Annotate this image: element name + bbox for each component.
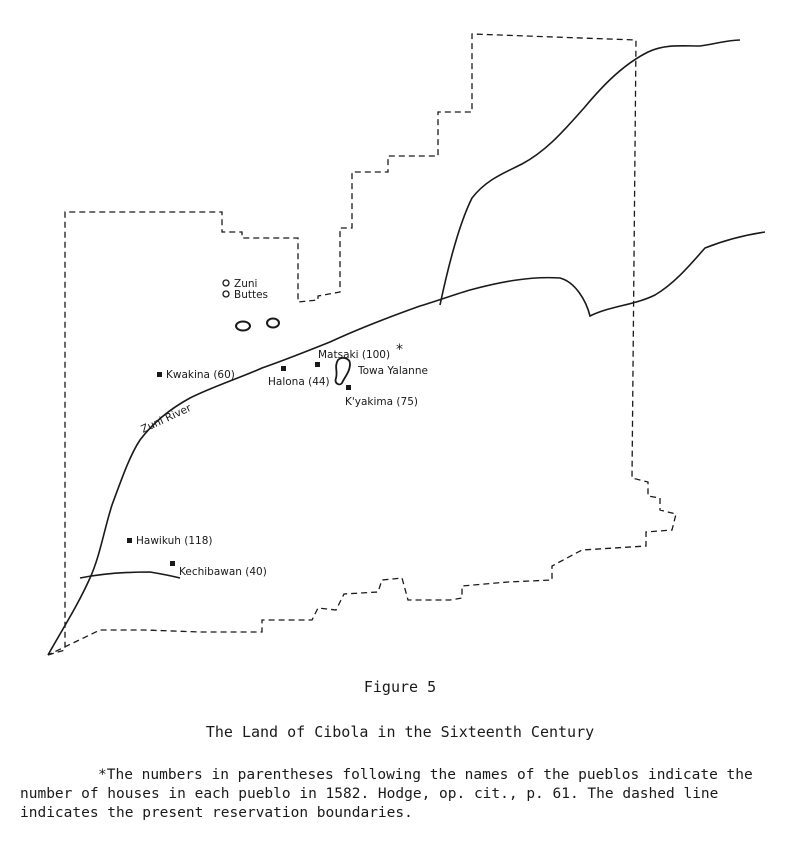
butte-oval-2 <box>267 319 279 328</box>
pueblo-marker-hawikuh <box>127 538 132 543</box>
footnote: *The numbers in parentheses following the names of the pueblos indicate the number of houses in each pueblo in 1582. Hodge, op. cit., p. 61. The dashed line indicates the present reservation boundaries. <box>20 767 753 821</box>
label-zuni: Zuni <box>234 278 258 290</box>
label-halona: Halona (44) <box>268 376 330 388</box>
zuni-river <box>48 232 765 655</box>
north-tributary <box>440 40 740 305</box>
reservation-boundary <box>48 34 676 655</box>
label-kechibawan: Kechibawan (40) <box>179 566 267 578</box>
label-matsaki: Matsaki (100) <box>318 349 391 361</box>
towa-yalanne-outline <box>336 358 350 384</box>
butte-circle-1 <box>223 280 229 286</box>
label-kyakima: K'yakima (75) <box>345 396 418 408</box>
butte-oval-1 <box>236 322 250 331</box>
butte-circle-2 <box>223 291 229 297</box>
pueblo-marker-kyakima <box>346 385 351 390</box>
figure-title: The Land of Cibola in the Sixteenth Century <box>205 723 595 741</box>
pueblo-marker-kwakina <box>157 372 162 377</box>
label-towa-yalanne: Towa Yalanne <box>358 365 428 377</box>
label-buttes: Buttes <box>234 289 269 301</box>
figure-number: Figure 5 <box>363 678 437 696</box>
label-kwakina: Kwakina (60) <box>166 369 235 381</box>
pueblo-marker-kechibawan <box>170 561 175 566</box>
label-asterisk: * <box>396 342 403 358</box>
south-tributary <box>80 572 180 578</box>
pueblo-marker-halona <box>281 366 286 371</box>
label-hawikuh: Hawikuh (118) <box>136 535 213 547</box>
label-zuni-river: Zuni River <box>139 402 194 436</box>
pueblo-marker-matsaki <box>315 362 320 367</box>
